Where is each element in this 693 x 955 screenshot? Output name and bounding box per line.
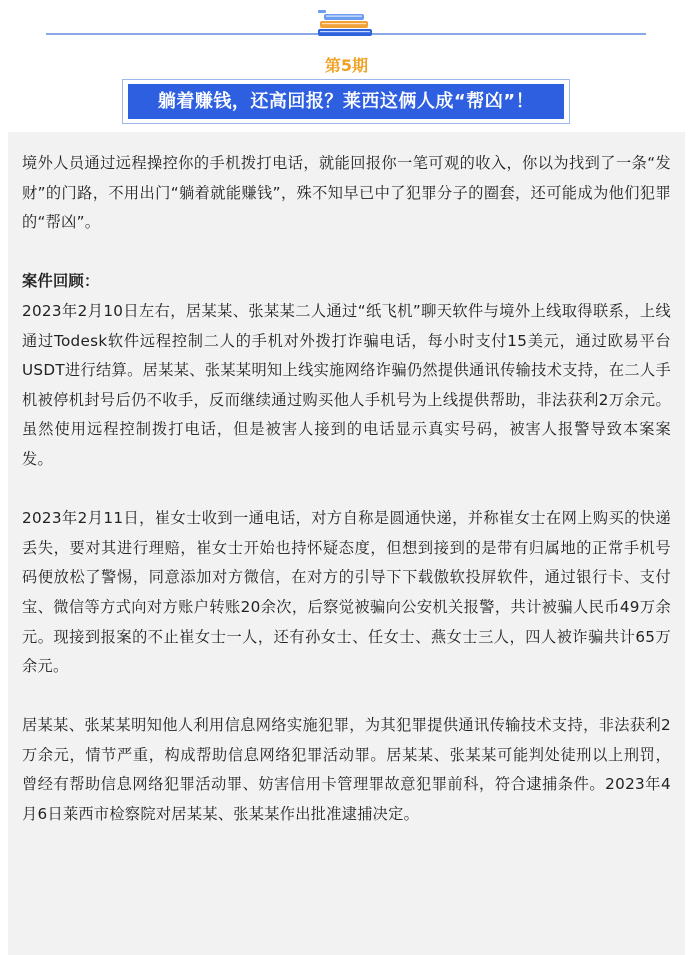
case-review-heading: 案件回顾： [22, 272, 100, 291]
title-banner: 躺着赚钱，还高回报？莱西这俩人成“帮凶”！ [128, 84, 564, 119]
paragraph-spacer [22, 475, 671, 505]
paragraph-spacer [22, 238, 671, 268]
books-icon [316, 8, 376, 38]
article-body [8, 132, 685, 955]
paragraph-spacer [22, 682, 671, 712]
case-paragraph-2: 2023年2月11日，崔女士收到一通电话，对方自称是圆通快递，并称崔女士在网上购买的快递丢失，要对其进行理赔，崔女士开始也持怀疑态度，但想到接到的是带有归属地的正常手机号码便放松了警惕，同意添加对方微信，在对方的引导下下载傲软投屏软件，通过银行卡、支付宝、微信等方式向对方账户转账20余次，后察觉被骗向公安机关报警，共计被骗人民币49万余元。现接到报案的不止崔女士一人，还有孙女士、任女士、燕女士三人，四人被诈骗共计65万余元。 [22, 509, 671, 676]
intro-paragraph: 境外人员通过远程操控你的手机拨打电话，就能回报你一笔可观的收入，你以为找到了一条“发财”的门路，不用出门“躺着就能赚钱”，殊不知早已中了犯罪分子的圈套，还可能成为他们犯罪的“帮凶”。 [22, 154, 671, 232]
case-paragraph-1: 2023年2月10日左右，居某某、张某某二人通过“纸飞机”聊天软件与境外上线取得联系，上线通过Todesk软件远程控制二人的手机对外拨打诈骗电话，每小时支付15美元，通过欧易平台USDT进行结算。居某某、张某某明知上线实施网络诈骗仍然提供通讯传输技术支持，在二人手机被停机封号后仍不收手，反而继续通过购买他人手机号为上线提供帮助，非法获利2万余元。虽然使用远程控制拨打电话，但是被害人接到的电话显示真实号码，被害人报警导致本案案发。 [22, 301, 671, 468]
issue-number-label: 第5期 [324, 56, 369, 75]
case-paragraph-3: 居某某、张某某明知他人利用信息网络实施犯罪，为其犯罪提供通讯传输技术支持，非法获利2万余元，情节严重，构成帮助信息网络犯罪活动罪。居某某、张某某可能判处徒刑以上刑罚，曾经有帮助信息网络犯罪活动罪、妨害信用卡管理罪故意犯罪前科，符合逮捕条件。2023年4月6日莱西市检察院对居某某、张某某作出批准逮捕决定。 [22, 716, 671, 824]
